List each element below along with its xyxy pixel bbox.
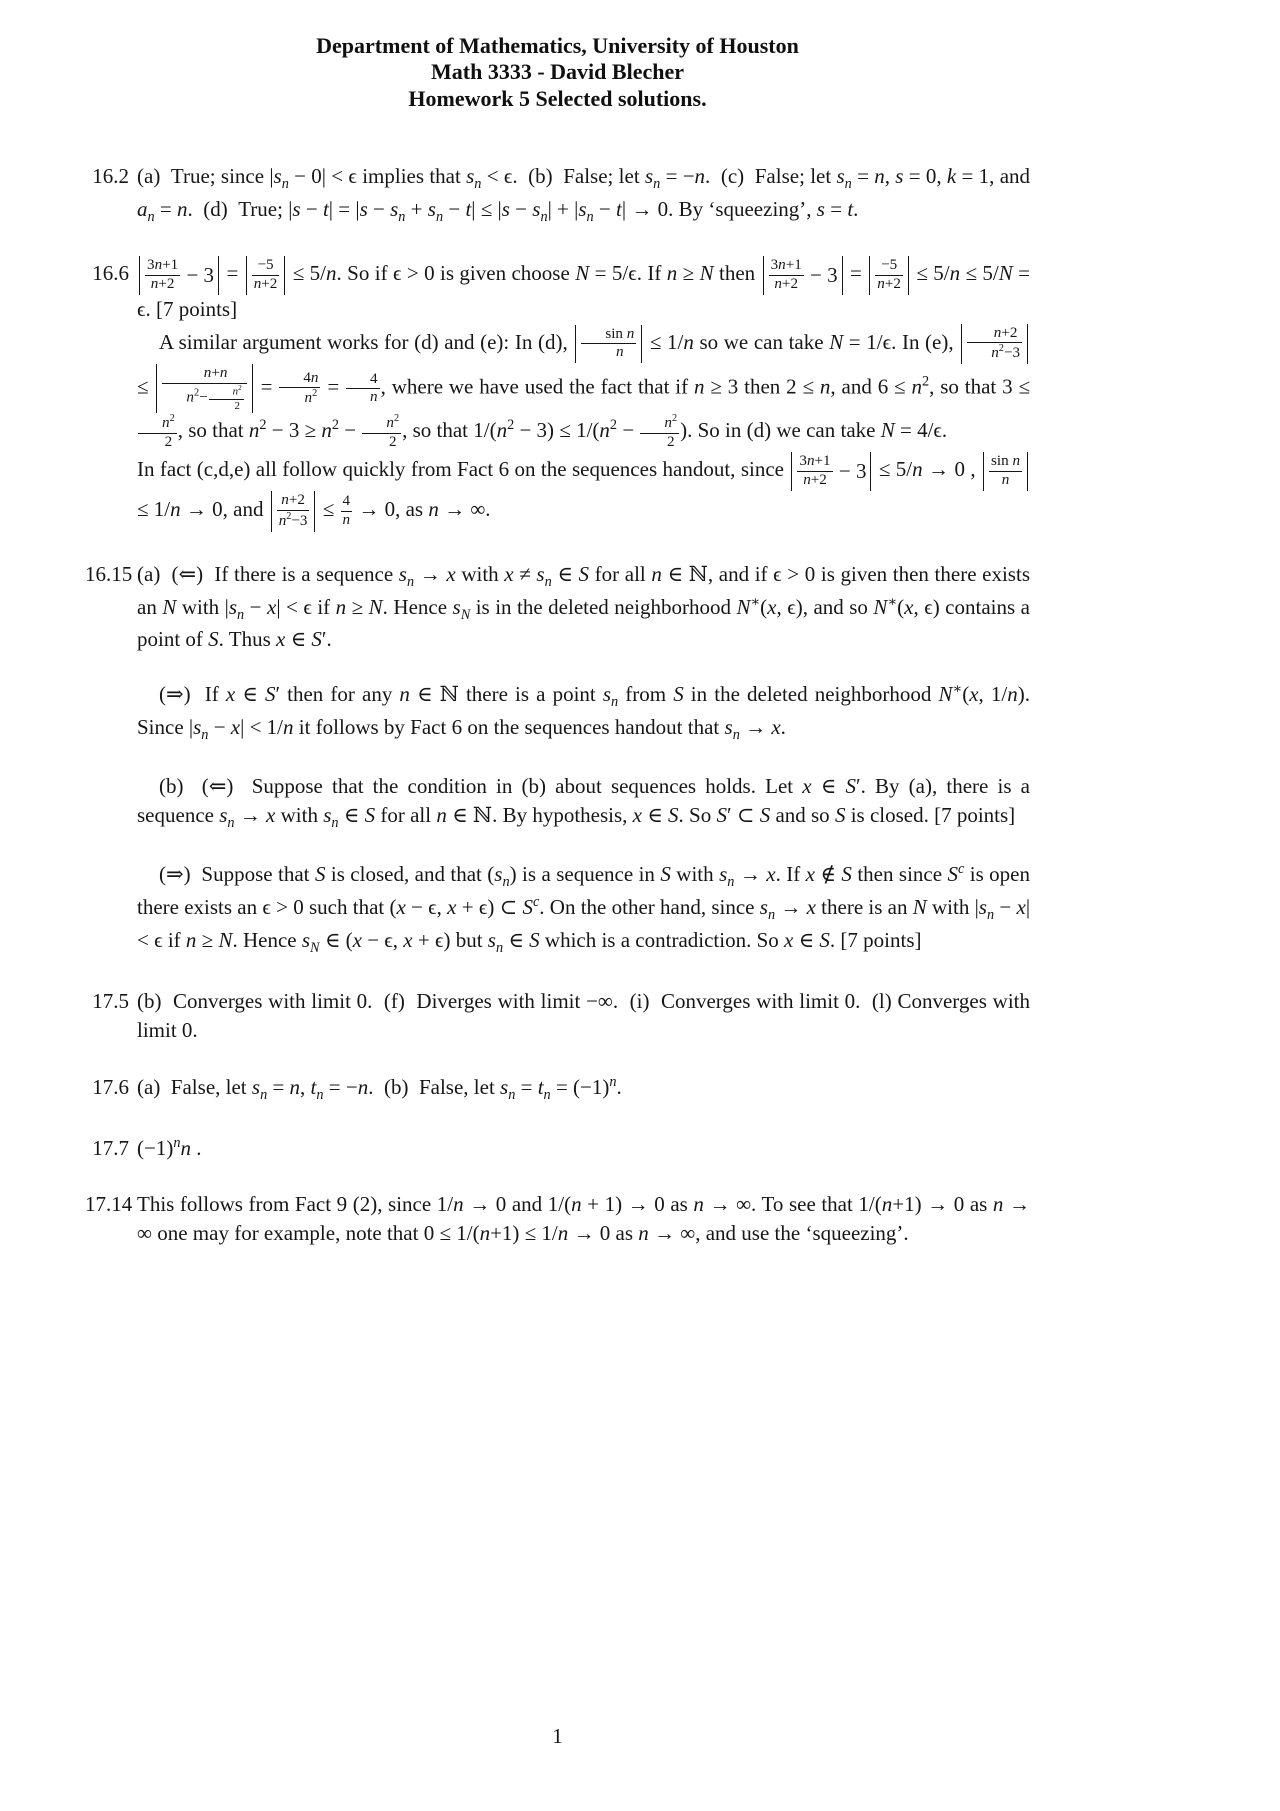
problem-solution (137, 162, 1030, 228)
problem-solution (137, 560, 1030, 959)
solution-paragraph: (a) (⇐) If there is a sequence $s_n \to x$ with $x \ne s_n$ ∈ S for all n ∈ ℕ, and if ϵ > 0 is given then there exists an N with $|s_n - x| < \epsilon$ if n ≥ N. Hence $s_N$ is in the deleted neighborhood N∗(x, ϵ), and so N∗(x, ϵ) contains a point of S. Thus x ∈ S′. (137, 561, 1030, 652)
header-course: Math 3333 - David Blecher (431, 59, 684, 85)
solution-paragraph: (a) True; since $|s_n - 0| < \epsilon$ implies that $s_n < \epsilon$. (b) False; let $s_n = -n$. (c) False; let $s_n = n$, s = 0, k = 1, and $a_n = n$. (d) True; $|s - t| = |s - s_n + s_n - t| \le |s - s_n| + |s_n - t| \to 0$. By ‘squeezing’, s = t. (137, 164, 1031, 226)
problem-number: 17.6 (92, 1074, 129, 1099)
problem-number: 16.2 (92, 164, 129, 189)
problem-solution (137, 1190, 1030, 1248)
problem-number: 17.14 (85, 1192, 133, 1217)
solution-paragraph: 3n+1 n+2 − 3 = −5 n+2 ≤ 5/n. So if ϵ > 0 is given choose N = 5/ϵ. If n ≥ N then 3n+1 n+2 − 3 = −5 n+2 ≤ 5/n ≤ 5/N = ϵ. [7 points] (137, 256, 1031, 321)
problem-number: 16.15 (85, 561, 133, 586)
problem-solution (137, 256, 1030, 532)
problem-solution (137, 1134, 1030, 1163)
document-content (85, 0, 1030, 1248)
problem-17-14 (85, 1190, 1030, 1248)
solution-paragraph: $(-1)^nn$ . (137, 1134, 202, 1160)
solution-paragraph: A similar argument works for (d) and (e): In (d), sin n n ≤ 1/n so we can take N = 1/ϵ. In (e), n+2 $n^2-3$ ≤ n+n $n^2-$ $\frac{n^2}{2}$ = $\frac{4n}{n^2}$ = $\frac{4}{n}$ , where we have used the fact that if n ≥ 3 then 2 ≤ n, and $6 \le n^2$, so that 3 ≤ $\frac{n^2}{2}$ , so that $n^2 - 3 \ge n^2$ − $\frac{n^2}{2}$ , so that $1/(n^2 - 3) \le 1/(n^2$ − $\frac{n^2}{2}$ ). So in (d) we can take N = 4/ϵ. (137, 324, 1030, 451)
solution-paragraph: This follows from Fact 9 (2), since 1/n → 0 and 1/(n + 1) → 0 as n → ∞. To see that 1/(n+1) → 0 as n → ∞ one may for example, note that 0 ≤ 1/(n+1) ≤ 1/n → 0 as n → ∞, and use the ‘squeezing’. (137, 1192, 1030, 1246)
solution-paragraph: (a) False, let $s_n = n$, $t_n = -n$. (b) False, let $s_n = t_n = (-1)^n$. (137, 1073, 622, 1103)
problem-number: 17.7 (92, 1135, 129, 1160)
page-number: 1 (552, 1724, 563, 1748)
problem-16-6 (85, 256, 1030, 532)
problem-17-6 (85, 1073, 1030, 1106)
header-institution: Department of Mathematics, University of Houston (316, 33, 799, 58)
solution-paragraph: In fact (c,d,e) all follow quickly from Fact 6 on the sequences handout, since 3n+1 n+2 − 3 ≤ 5/n → 0 , sin n n ≤ 1/n → 0, and n+2 $n^2-3$ ≤ $\frac{4}{n}$ → 0, as n → ∞. (137, 452, 1030, 531)
solution-paragraph: (b) (⇐) Suppose that the condition in (b) about sequences holds. Let x ∈ S′. By (a), there is a sequence $s_n \to x$ with $s_n$ ∈ S for all n ∈ ℕ. By hypothesis, x ∈ S. So S′ ⊂ S and so S is closed. [7 points] (137, 774, 1031, 832)
header-title: Homework 5 Selected solutions. (408, 85, 707, 111)
problem-solution (137, 987, 1030, 1045)
solution-paragraph: (⇒) If x ∈ S′ then for any n ∈ ℕ there is a point $s_n$ from S in the deleted neighborhood N∗(x, 1/n). Since $|s_n - x| < 1/n$ it follows by Fact 6 on the sequences handout that $s_n \to x$. (137, 681, 1030, 744)
problem-number: 17.5 (92, 988, 129, 1013)
problem-16-2 (85, 162, 1030, 228)
solution-paragraph: (b) Converges with limit 0. (f) Diverges with limit −∞. (i) Converges with limit 0. (l) Converges with limit 0. (137, 988, 1030, 1042)
document-header (85, 0, 1030, 112)
problem-17-5 (85, 987, 1030, 1045)
solution-paragraph: (⇒) Suppose that S is closed, and that $(s_n)$ is a sequence in S with $s_n \to x$. If x ∉ S then since $S^c$ is open there exists an ϵ > 0 such that (x − ϵ, x + ϵ) ⊂ $S^c$. On the other hand, since $s_n \to x$ there is an N with $|s_n - x| < \epsilon$ if n ≥ N. Hence $s_N$ ∈ (x − ϵ, x + ϵ) but $s_n$ ∈ S which is a contradiction. So x ∈ S. [7 points] (137, 861, 1031, 956)
solutions-list (85, 162, 1030, 1248)
problem-17-7 (85, 1134, 1030, 1163)
problem-number: 16.6 (92, 261, 129, 286)
problem-solution (137, 1073, 1030, 1106)
problem-16-15 (85, 560, 1030, 959)
